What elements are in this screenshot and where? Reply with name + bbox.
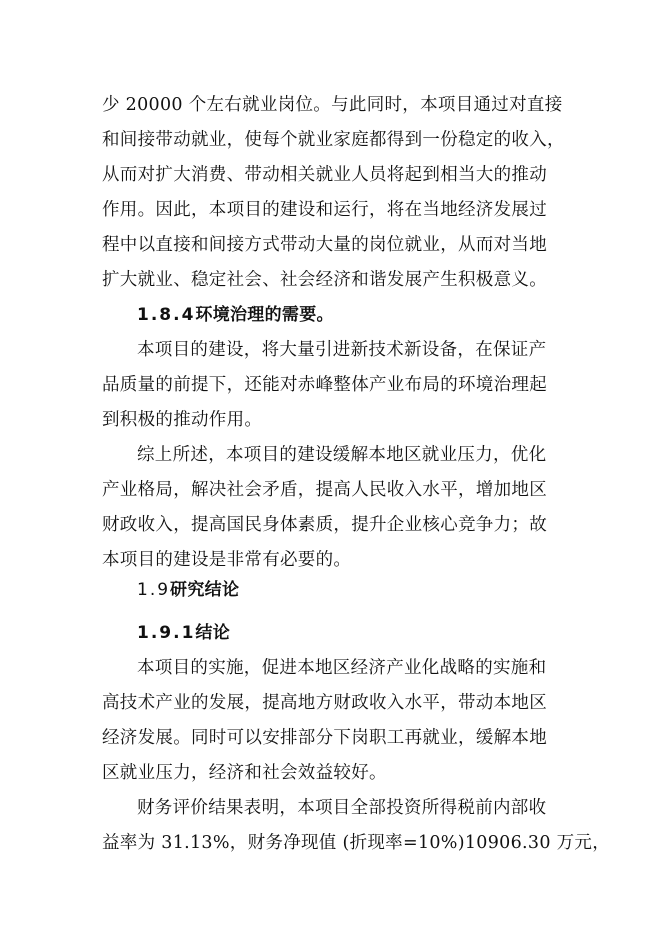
text-line: 作用。因此，本项目的建设和运行，将在当地经济发展过 [102,200,547,220]
section-heading [137,578,597,602]
text-line: 和间接带动就业，使每个就业家庭都得到一份稳定的收入， [102,130,565,150]
text-line: 程中以直接和间接方式带动大量的岗位就业，从而对当地 [102,235,547,255]
section-heading [137,303,597,327]
text-line: 益率为 31.13%，财务净现值 (折现率=10%)10906.30 万元， [102,833,611,853]
section-number: 1.8.4 [137,305,196,325]
text-line: 财政收入，提高国民身体素质，提升企业核心竞争力；故 [102,515,547,535]
text-line: 本项目的建设，将大量引进新技术新设备，在保证产 [137,340,547,360]
text-line: 经济发展。同时可以安排部分下岗职工再就业，缓解本地 [102,728,547,748]
text-line: 综上所述，本项目的建设缓解本地区就业压力，优化 [137,445,547,465]
text-line: 本项目的建设是非常有必要的。 [102,550,352,570]
text-line: 财务评价结果表明，本项目全部投资所得税前内部收 [137,798,547,818]
section-title: 环境治理的需要。 [195,305,334,325]
subsection-heading [137,621,597,645]
section-number: 1.9.1 [137,623,196,643]
text-line: 少 20000 个左右就业岗位。与此同时，本项目通过对直接 [102,95,563,115]
text-line: 高技术产业的发展，提高地方财政收入水平，带动本地区 [102,693,547,713]
text-line: 本项目的实施，促进本地区经济产业化战略的实施和 [137,658,547,678]
text-line: 区就业压力，经济和社会效益较好。 [102,763,387,783]
text-line: 产业格局，解决社会矛盾，提高人民收入水平，增加地区 [102,480,547,500]
section-number: 1.9 [137,580,171,600]
section-title: 研究结论 [170,580,240,600]
text-line: 扩大就业、稳定社会、社会经济和谐发展产生积极意义。 [102,270,547,290]
text-line: 到积极的推动作用。 [102,410,263,430]
section-title: 结论 [195,623,231,643]
text-line: 从而对扩大消费、带动相关就业人员将起到相当大的推动 [102,165,547,185]
text-line: 品质量的前提下，还能对赤峰整体产业布局的环境治理起 [102,375,547,395]
